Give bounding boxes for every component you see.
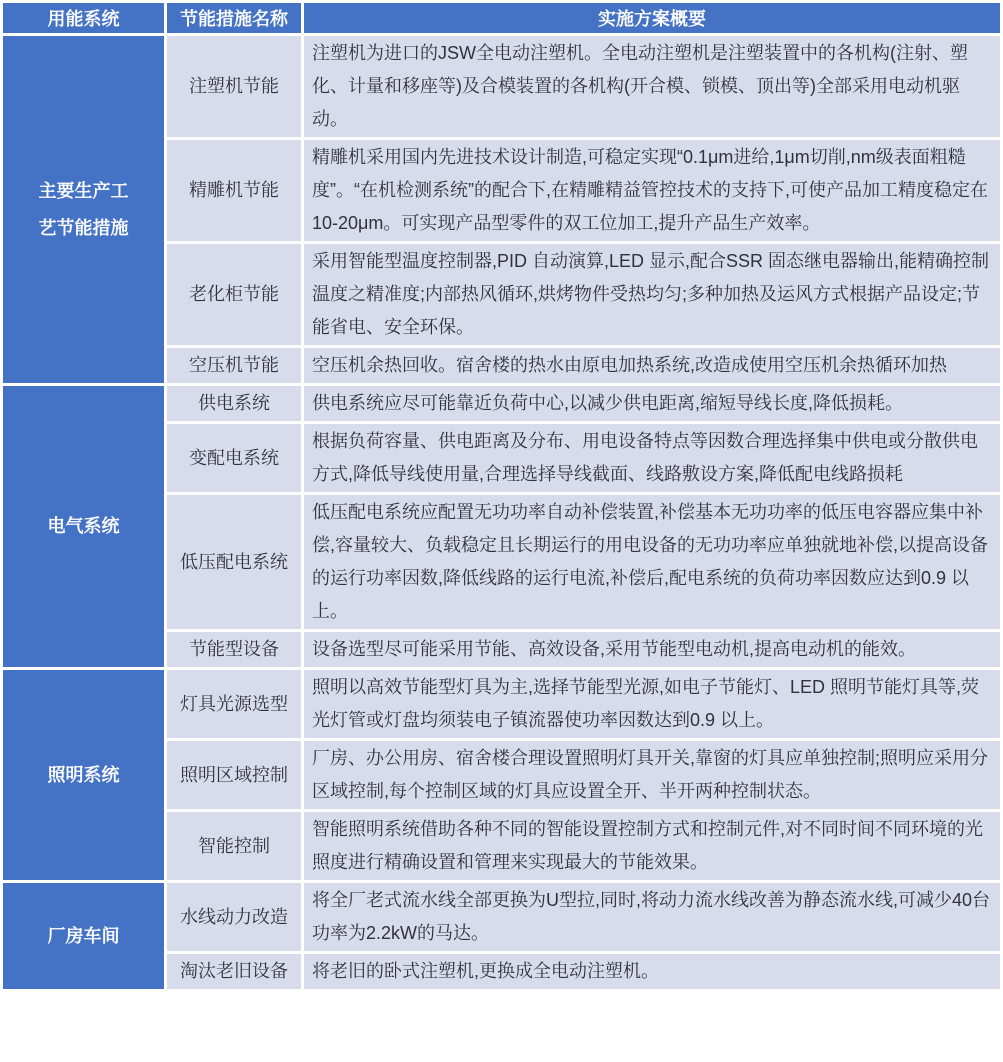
measure-summary-cell: 厂房、办公用房、宿舍楼合理设置照明灯具开关,靠窗的灯具应单独控制;照明应采用分区域控制,每个控制区域的灯具应设置全开、半开两种控制状态。 <box>304 741 1000 809</box>
measure-summary-cell: 采用智能型温度控制器,PID 自动演算,LED 显示,配合SSR 固态继电器输出,能精确控制温度之精准度;内部热风循环,烘烤物件受热均匀;多种加热及运风方式根据产品设定;节能省电、安全环保。 <box>304 244 1000 345</box>
table-row <box>3 386 1000 421</box>
measure-name-cell: 照明区域控制 <box>167 741 301 809</box>
table-header-row <box>3 3 1000 33</box>
group-cell-electrical-system: 电气系统 <box>3 386 164 667</box>
measure-name-cell: 供电系统 <box>167 386 301 421</box>
measure-name-cell: 水线动力改造 <box>167 883 301 951</box>
measure-summary-cell: 设备选型尽可能采用节能、高效设备,采用节能型电动机,提高电动机的能效。 <box>304 632 1000 667</box>
measure-name-cell: 智能控制 <box>167 812 301 880</box>
table-row <box>3 670 1000 738</box>
header-cell-measure: 节能措施名称 <box>167 3 301 33</box>
group-cell-factory-workshop: 厂房车间 <box>3 883 164 989</box>
measure-summary-cell: 空压机余热回收。宿舍楼的热水由原电加热系统,改造成使用空压机余热循环加热 <box>304 348 1000 383</box>
measure-summary-cell: 照明以高效节能型灯具为主,选择节能型光源,如电子节能灯、LED 照明节能灯具等,荧光灯管或灯盘均须装电子镇流器使功率因数达到0.9 以上。 <box>304 670 1000 738</box>
measure-name-cell: 空压机节能 <box>167 348 301 383</box>
header-cell-system: 用能系统 <box>3 3 164 33</box>
measure-name-cell: 节能型设备 <box>167 632 301 667</box>
measure-summary-cell: 低压配电系统应配置无功功率自动补偿装置,补偿基本无功功率的低压电容器应集中补偿,容量较大、负载稳定且长期运行的用电设备的无功功率应单独就地补偿,以提高设备的运行功率因数,降低线路的运行电流,补偿后,配电系统的负荷功率因数应达到0.9 以上。 <box>304 495 1000 629</box>
group-cell-lighting-system: 照明系统 <box>3 670 164 880</box>
measure-summary-cell: 将全厂老式流水线全部更换为U型拉,同时,将动力流水线改善为静态流水线,可减少40台功率为2.2kW的马达。 <box>304 883 1000 951</box>
measure-name-cell: 老化柜节能 <box>167 244 301 345</box>
measure-name-cell: 注塑机节能 <box>167 36 301 137</box>
measure-summary-cell: 注塑机为进口的JSW全电动注塑机。全电动注塑机是注塑装置中的各机构(注射、塑化、计量和移座等)及合模装置的各机构(开合模、锁模、顶出等)全部采用电动机驱动。 <box>304 36 1000 137</box>
measure-name-cell: 精雕机节能 <box>167 140 301 241</box>
table-row <box>3 36 1000 137</box>
measure-summary-cell: 智能照明系统借助各种不同的智能设置控制方式和控制元件,对不同时间不同环境的光照度进行精确设置和管理来实现最大的节能效果。 <box>304 812 1000 880</box>
group-cell-production-process: 主要生产工艺节能措施 <box>3 36 164 383</box>
measure-name-cell: 变配电系统 <box>167 424 301 492</box>
measure-name-cell: 淘汰老旧设备 <box>167 954 301 989</box>
measure-name-cell: 低压配电系统 <box>167 495 301 629</box>
measure-summary-cell: 供电系统应尽可能靠近负荷中心,以减少供电距离,缩短导线长度,降低损耗。 <box>304 386 1000 421</box>
measure-summary-cell: 将老旧的卧式注塑机,更换成全电动注塑机。 <box>304 954 1000 989</box>
table-row <box>3 883 1000 951</box>
measure-name-cell: 灯具光源选型 <box>167 670 301 738</box>
header-cell-summary: 实施方案概要 <box>304 3 1000 33</box>
measure-summary-cell: 根据负荷容量、供电距离及分布、用电设备特点等因数合理选择集中供电或分散供电方式,降低导线使用量,合理选择导线截面、线路敷设方案,降低配电线路损耗 <box>304 424 1000 492</box>
measure-summary-cell: 精雕机采用国内先进技术设计制造,可稳定实现“0.1μm进给,1μm切削,nm级表面粗糙度”。“在机检测系统”的配合下,在精雕精益管控技术的支持下,可使产品加工精度稳定在10-20μm。可实现产品型零件的双工位加工,提升产品生产效率。 <box>304 140 1000 241</box>
